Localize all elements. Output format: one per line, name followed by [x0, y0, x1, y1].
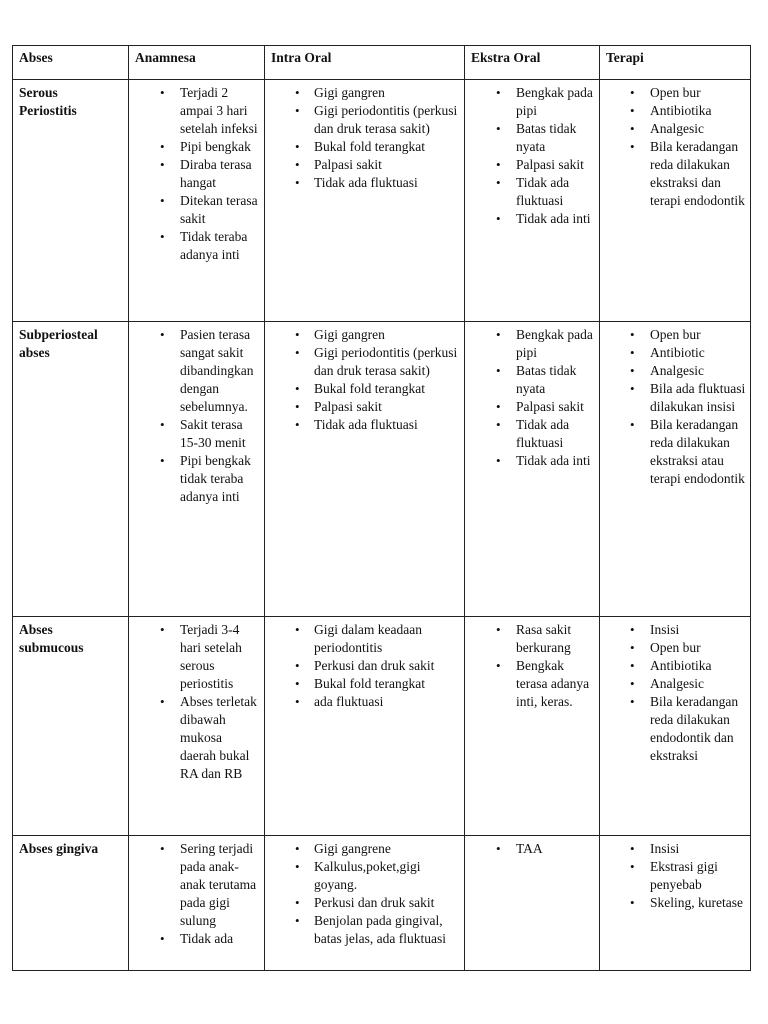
list-item: • Bengkak terasa adanya inti, keras.: [516, 657, 595, 711]
list-item: • Palpasi sakit: [516, 156, 595, 174]
list-item: • Bila keradangan reda dilakukan ekstraksi atau terapi endodontik: [650, 416, 746, 488]
list-item: • Insisi: [650, 840, 746, 858]
header-terapi: Terapi: [600, 46, 751, 80]
list-item: • Ditekan terasa sakit: [180, 192, 260, 228]
ekstra-oral-cell: [465, 836, 600, 971]
list-item: • Benjolan pada gingival, batas jelas, ada fluktuasi: [314, 912, 460, 948]
list-item: • Tidak ada fluktuasi: [314, 174, 460, 192]
list-item: • Perkusi dan druk sakit: [314, 657, 460, 675]
anamnesa-list: [129, 617, 264, 783]
list-item: • Batas tidak nyata: [516, 362, 595, 398]
list-item: • Pasien terasa sangat sakit dibandingkan dengan sebelumnya.: [180, 326, 260, 416]
list-item: • Bila keradangan reda dilakukan ekstraksi dan terapi endodontik: [650, 138, 746, 210]
abses-type-label: Serous Periostitis: [19, 85, 77, 118]
list-item: • Bila keradangan reda dilakukan endodontik dan ekstraksi: [650, 693, 746, 765]
list-item: • Open bur: [650, 84, 746, 102]
header-intra-oral: Intra Oral: [265, 46, 465, 80]
list-item: • Gigi periodontitis (perkusi dan druk terasa sakit): [314, 344, 460, 380]
list-item: • Bukal fold terangkat: [314, 675, 460, 693]
intra-oral-list: [265, 836, 464, 948]
list-item: • Antibiotika: [650, 657, 746, 675]
ekstra-oral-list: [465, 836, 599, 858]
list-item: • Palpasi sakit: [516, 398, 595, 416]
list-item: • Antibiotika: [650, 102, 746, 120]
intra-oral-cell: [265, 836, 465, 971]
list-item: • Tidak ada fluktuasi: [516, 416, 595, 452]
list-item: • Pipi bengkak: [180, 138, 260, 156]
ekstra-oral-cell: [465, 80, 600, 322]
list-item: • Gigi dalam keadaan periodontitis: [314, 621, 460, 657]
list-item: • Tidak ada fluktuasi: [516, 174, 595, 210]
list-item: • Perkusi dan druk sakit: [314, 894, 460, 912]
header-abses: Abses: [13, 46, 129, 80]
table-row: [13, 80, 751, 322]
header-row: [13, 46, 751, 80]
ekstra-oral-cell: [465, 617, 600, 836]
list-item: • Tidak ada inti: [516, 452, 595, 470]
ekstra-oral-list: [465, 80, 599, 228]
anamnesa-list: [129, 80, 264, 264]
list-item: • Tidak ada: [180, 930, 260, 948]
list-item: • Skeling, kuretase: [650, 894, 746, 912]
intra-oral-cell: [265, 322, 465, 617]
terapi-cell: [600, 80, 751, 322]
list-item: • Terjadi 2 ampai 3 hari setelah infeksi: [180, 84, 260, 138]
terapi-cell: [600, 322, 751, 617]
list-item: • Palpasi sakit: [314, 398, 460, 416]
list-item: • Tidak ada inti: [516, 210, 595, 228]
anamnesa-cell: [129, 80, 265, 322]
list-item: • Diraba terasa hangat: [180, 156, 260, 192]
intra-oral-list: [265, 617, 464, 711]
list-item: • Antibiotic: [650, 344, 746, 362]
terapi-list: [600, 322, 750, 488]
list-item: • Bengkak pada pipi: [516, 84, 595, 120]
abses-type-label: Abses gingiva: [19, 841, 99, 856]
intra-oral-list: [265, 322, 464, 434]
list-item: • TAA: [516, 840, 595, 858]
abses-table: [12, 45, 751, 971]
list-item: • Ekstrasi gigi penyebab: [650, 858, 746, 894]
abses-type-cell: [13, 836, 129, 971]
list-item: • Kalkulus,poket,gigi goyang.: [314, 858, 460, 894]
list-item: • Sering terjadi pada anak-anak terutama pada gigi sulung: [180, 840, 260, 930]
terapi-list: [600, 836, 750, 912]
list-item: • Terjadi 3-4 hari setelah serous periostitis: [180, 621, 260, 693]
table-row: [13, 836, 751, 971]
list-item: • Open bur: [650, 639, 746, 657]
list-item: • Tidak ada fluktuasi: [314, 416, 460, 434]
anamnesa-cell: [129, 617, 265, 836]
header-anamnesa: Anamnesa: [129, 46, 265, 80]
list-item: • Gigi periodontitis (perkusi dan druk terasa sakit): [314, 102, 460, 138]
list-item: • Gigi gangren: [314, 326, 460, 344]
abses-type-label: Abses submucous: [19, 622, 84, 655]
list-item: • Insisi: [650, 621, 746, 639]
list-item: • Palpasi sakit: [314, 156, 460, 174]
intra-oral-cell: [265, 80, 465, 322]
table-row: [13, 617, 751, 836]
abses-type-cell: [13, 617, 129, 836]
list-item: • ada fluktuasi: [314, 693, 460, 711]
anamnesa-cell: [129, 836, 265, 971]
list-item: • Analgesic: [650, 362, 746, 380]
anamnesa-list: [129, 322, 264, 506]
list-item: • Analgesic: [650, 675, 746, 693]
list-item: • Tidak teraba adanya inti: [180, 228, 260, 264]
intra-oral-list: [265, 80, 464, 192]
list-item: • Open bur: [650, 326, 746, 344]
abses-type-cell: [13, 322, 129, 617]
list-item: • Gigi gangrene: [314, 840, 460, 858]
terapi-list: [600, 617, 750, 765]
list-item: • Rasa sakit berkurang: [516, 621, 595, 657]
abses-type-cell: [13, 80, 129, 322]
ekstra-oral-list: [465, 617, 599, 711]
list-item: • Gigi gangren: [314, 84, 460, 102]
list-item: • Bengkak pada pipi: [516, 326, 595, 362]
abses-type-label: Subperiosteal abses: [19, 327, 98, 360]
list-item: • Batas tidak nyata: [516, 120, 595, 156]
ekstra-oral-cell: [465, 322, 600, 617]
header-ekstra-oral: Ekstra Oral: [465, 46, 600, 80]
anamnesa-cell: [129, 322, 265, 617]
terapi-cell: [600, 836, 751, 971]
list-item: • Sakit terasa 15-30 menit: [180, 416, 260, 452]
terapi-cell: [600, 617, 751, 836]
ekstra-oral-list: [465, 322, 599, 470]
anamnesa-list: [129, 836, 264, 948]
list-item: • Abses terletak dibawah mukosa daerah bukal RA dan RB: [180, 693, 260, 783]
intra-oral-cell: [265, 617, 465, 836]
list-item: • Pipi bengkak tidak teraba adanya inti: [180, 452, 260, 506]
list-item: • Bila ada fluktuasi dilakukan insisi: [650, 380, 746, 416]
terapi-list: [600, 80, 750, 210]
list-item: • Bukal fold terangkat: [314, 380, 460, 398]
list-item: • Bukal fold terangkat: [314, 138, 460, 156]
list-item: • Analgesic: [650, 120, 746, 138]
table-row: [13, 322, 751, 617]
